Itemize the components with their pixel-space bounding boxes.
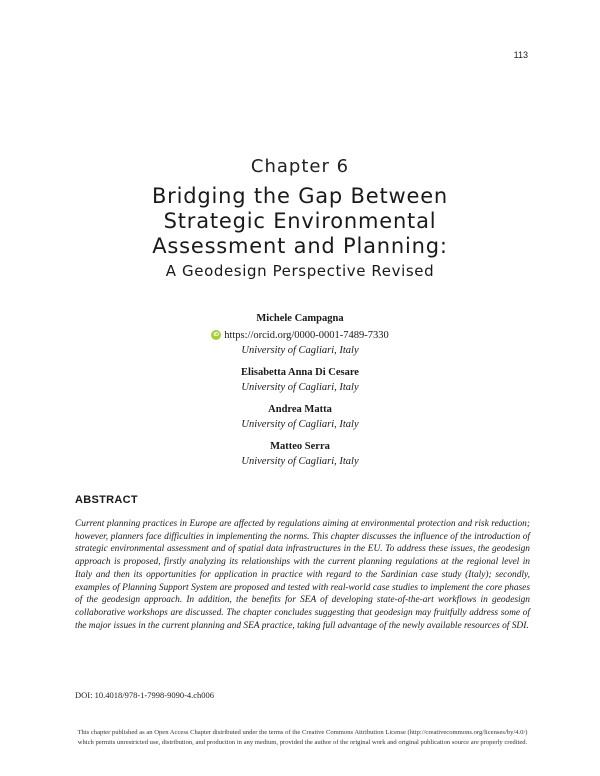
abstract-heading: ABSTRACT (75, 494, 138, 506)
orcid-url[interactable]: https://orcid.org/0000-0001-7489-7330 (224, 329, 389, 341)
chapter-subtitle: A Geodesign Perspective Revised (165, 262, 435, 280)
author-entry (0, 311, 600, 358)
author-affiliation: University of Cagliari, Italy (241, 455, 359, 467)
chapter-label: Chapter 6 (250, 156, 350, 177)
author-entry (0, 439, 600, 469)
chapter-title-line: Strategic Environmental (163, 209, 437, 233)
orcid-icon: iD (211, 330, 221, 340)
author-affiliation: University of Cagliari, Italy (241, 344, 359, 356)
page-number: 113 (513, 50, 528, 60)
author-list (0, 311, 600, 476)
license-note: This chapter published as an Open Access Chapter distributed under the terms of the Creative Commons Attribution License (http://creativecommons.org/licenses/by/4.0/) which permits unrestricted use, distribution, and production in any medium, provided the author of the original work and original publication source are properly credited. (77, 729, 528, 746)
author-entry (0, 402, 600, 432)
author-name: Michele Campagna (256, 313, 344, 324)
author-name: Elisabetta Anna Di Cesare (241, 366, 359, 378)
chapter-title-line: Bridging the Gap Between (151, 184, 449, 208)
abstract-text: Current planning practices in Europe are affected by regulations aiming at environmental protection and risk reduction; however, planners face difficulties in implementing the norms. This chapter discusses the influence of the introduction of strategic environmental assessment and of spatial data infrastructures in the EU. To address these issues, the geodesign approach is proposed, firstly analyzing its relationships with the current planning regulations at the regional level in Italy and then its opportunities for application in practice with regard to the Sardinian case study (Italy); secondly, examples of Planning Support System are proposed and tested with real-world case studies to implement the core phases of the geodesign approach. In addition, the benefits for SEA of developing state-of-the-art workflows in geodesign collaborative workshops are discussed. The chapter concludes suggesting that geodesign may fruitfully address some of the major issues in the current planning and SEA practice, taking full advantage of the newly available resources of SDI. (75, 519, 530, 631)
orcid-link[interactable] (211, 328, 389, 343)
chapter-title-line: Assessment and Planning: (152, 234, 448, 258)
author-name: Matteo Serra (270, 440, 330, 452)
chapter-title (0, 184, 600, 259)
author-affiliation: University of Cagliari, Italy (241, 381, 359, 393)
author-affiliation: University of Cagliari, Italy (241, 418, 359, 430)
author-name: Andrea Matta (268, 403, 332, 415)
author-entry (0, 365, 600, 395)
doi: DOI: 10.4018/978-1-7998-9090-4.ch006 (75, 690, 215, 700)
